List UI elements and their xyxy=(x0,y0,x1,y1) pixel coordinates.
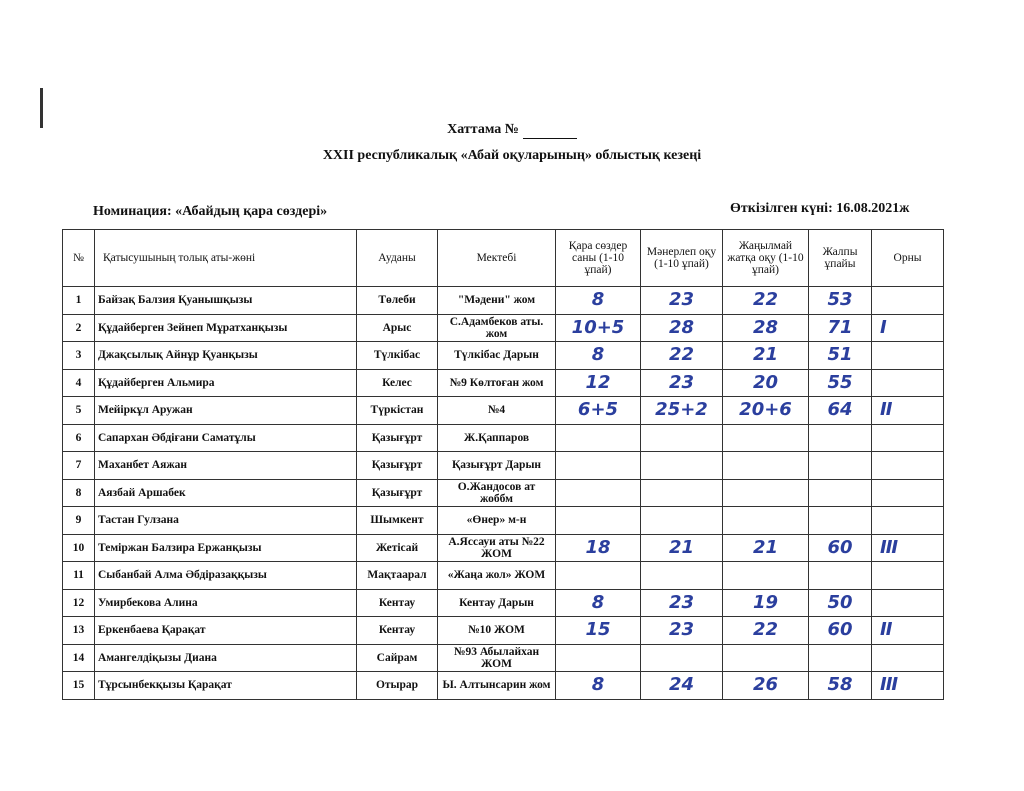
district: Келес xyxy=(357,369,438,397)
school: Түлкібас Дарын xyxy=(438,342,556,370)
row-num: 7 xyxy=(63,452,95,480)
school: №4 xyxy=(438,397,556,425)
score-count xyxy=(556,507,641,535)
school: Ж.Қаппаров xyxy=(438,424,556,452)
header-name: Қатысушының толық аты-жөні xyxy=(95,230,357,287)
row-num: 3 xyxy=(63,342,95,370)
header-count: Қара сөздер саны (1-10 ұпай) xyxy=(556,230,641,287)
participant-name: Тұрсынбекқызы Қарақат xyxy=(95,672,357,700)
score-total: 64 xyxy=(809,397,872,425)
row-num: 11 xyxy=(63,562,95,590)
score-total xyxy=(809,507,872,535)
score-total: 53 xyxy=(809,287,872,315)
table-row xyxy=(63,672,944,700)
score-memorized: 20+6 xyxy=(723,397,809,425)
score-count: 15 xyxy=(556,617,641,645)
score-total: 60 xyxy=(809,617,872,645)
header-num: № xyxy=(63,230,95,287)
participant-name: Джақсылық Айнұр Қуанқызы xyxy=(95,342,357,370)
score-count: 8 xyxy=(556,589,641,617)
participant-name: Мейіркұл Аружан xyxy=(95,397,357,425)
score-count xyxy=(556,424,641,452)
protocol-number-blank xyxy=(523,122,577,139)
header-expressive: Мәнерлеп оқу (1-10 ұпай) xyxy=(641,230,723,287)
score-memorized: 22 xyxy=(723,617,809,645)
district: Отырар xyxy=(357,672,438,700)
place: III xyxy=(872,534,944,562)
participant-name: Еркенбаева Қарақат xyxy=(95,617,357,645)
table-row xyxy=(63,589,944,617)
district: Кентау xyxy=(357,589,438,617)
district: Қазығұрт xyxy=(357,424,438,452)
participant-name: Теміржан Балзира Ержанқызы xyxy=(95,534,357,562)
header-total: Жалпы ұпайы xyxy=(809,230,872,287)
score-total xyxy=(809,644,872,672)
score-count: 6+5 xyxy=(556,397,641,425)
row-num: 4 xyxy=(63,369,95,397)
participant-name: Құдайберген Альмира xyxy=(95,369,357,397)
participant-name: Сапархан Әбдіғани Саматұлы xyxy=(95,424,357,452)
school: С.Адамбеков аты. жом xyxy=(438,314,556,342)
place xyxy=(872,589,944,617)
district: Қазығұрт xyxy=(357,452,438,480)
score-count: 8 xyxy=(556,342,641,370)
score-count: 12 xyxy=(556,369,641,397)
score-expressive: 21 xyxy=(641,534,723,562)
score-memorized: 20 xyxy=(723,369,809,397)
school: Қазығұрт Дарын xyxy=(438,452,556,480)
school: А.Яссауи аты №22 ЖОМ xyxy=(438,534,556,562)
score-memorized xyxy=(723,479,809,507)
school: №9 Көлтоған жом xyxy=(438,369,556,397)
district: Сайрам xyxy=(357,644,438,672)
district: Түркістан xyxy=(357,397,438,425)
score-expressive: 22 xyxy=(641,342,723,370)
score-total xyxy=(809,562,872,590)
table-row xyxy=(63,287,944,315)
participant-name: Умирбекова Алина xyxy=(95,589,357,617)
place xyxy=(872,507,944,535)
table-body xyxy=(63,287,944,700)
score-expressive xyxy=(641,452,723,480)
school: Ы. Алтынсарин жом xyxy=(438,672,556,700)
nomination-label: Номинация: «Абайдың қара сөздері» xyxy=(93,204,328,219)
score-total xyxy=(809,424,872,452)
score-expressive xyxy=(641,507,723,535)
table-row xyxy=(63,369,944,397)
score-memorized: 28 xyxy=(723,314,809,342)
school: «Жаңа жол» ЖОМ xyxy=(438,562,556,590)
score-total: 71 xyxy=(809,314,872,342)
district: Төлеби xyxy=(357,287,438,315)
place xyxy=(872,342,944,370)
district: Қазығұрт xyxy=(357,479,438,507)
score-expressive xyxy=(641,479,723,507)
score-total: 60 xyxy=(809,534,872,562)
score-expressive: 23 xyxy=(641,617,723,645)
table-row xyxy=(63,342,944,370)
protocol-title: Хаттама № xyxy=(0,122,1024,139)
score-expressive xyxy=(641,644,723,672)
participant-name: Аязбай Аршабек xyxy=(95,479,357,507)
table-row xyxy=(63,314,944,342)
score-expressive: 24 xyxy=(641,672,723,700)
place xyxy=(872,479,944,507)
score-expressive: 25+2 xyxy=(641,397,723,425)
results-table xyxy=(62,229,944,700)
score-expressive: 23 xyxy=(641,287,723,315)
place: I xyxy=(872,314,944,342)
score-expressive xyxy=(641,424,723,452)
table-row xyxy=(63,644,944,672)
row-num: 5 xyxy=(63,397,95,425)
participant-name: Тастан Гулзана xyxy=(95,507,357,535)
score-total xyxy=(809,452,872,480)
participant-name: Байзақ Балзия Қуанышқызы xyxy=(95,287,357,315)
score-total: 58 xyxy=(809,672,872,700)
score-count: 18 xyxy=(556,534,641,562)
score-memorized: 21 xyxy=(723,342,809,370)
district: Түлкібас xyxy=(357,342,438,370)
place xyxy=(872,424,944,452)
header-memorized: Жаңылмай жатқа оқу (1-10 ұпай) xyxy=(723,230,809,287)
score-total: 55 xyxy=(809,369,872,397)
place: II xyxy=(872,617,944,645)
score-total: 50 xyxy=(809,589,872,617)
row-num: 9 xyxy=(63,507,95,535)
row-num: 12 xyxy=(63,589,95,617)
score-memorized: 22 xyxy=(723,287,809,315)
district: Шымкент xyxy=(357,507,438,535)
score-total xyxy=(809,479,872,507)
table-row xyxy=(63,479,944,507)
header-school: Мектебі xyxy=(438,230,556,287)
score-memorized xyxy=(723,424,809,452)
score-memorized: 21 xyxy=(723,534,809,562)
place: III xyxy=(872,672,944,700)
score-count xyxy=(556,452,641,480)
row-num: 14 xyxy=(63,644,95,672)
score-expressive: 23 xyxy=(641,369,723,397)
district: Жетісай xyxy=(357,534,438,562)
district: Мақтаарал xyxy=(357,562,438,590)
school: Кентау Дарын xyxy=(438,589,556,617)
score-count xyxy=(556,562,641,590)
score-total: 51 xyxy=(809,342,872,370)
place xyxy=(872,287,944,315)
school: "Мәдени" жом xyxy=(438,287,556,315)
school: «Өнер» м-н xyxy=(438,507,556,535)
score-count xyxy=(556,479,641,507)
place xyxy=(872,369,944,397)
score-memorized xyxy=(723,562,809,590)
table-row xyxy=(63,424,944,452)
table-header-row xyxy=(63,230,944,287)
participant-name: Маханбет Аяжан xyxy=(95,452,357,480)
row-num: 6 xyxy=(63,424,95,452)
protocol-subtitle: XXII республикалық «Абай оқуларының» облыстық кезеңі xyxy=(322,148,702,163)
place: II xyxy=(872,397,944,425)
score-count: 10+5 xyxy=(556,314,641,342)
score-count xyxy=(556,644,641,672)
row-num: 1 xyxy=(63,287,95,315)
row-num: 10 xyxy=(63,534,95,562)
score-count: 8 xyxy=(556,672,641,700)
table-row xyxy=(63,617,944,645)
score-memorized xyxy=(723,644,809,672)
row-num: 15 xyxy=(63,672,95,700)
place xyxy=(872,562,944,590)
row-num: 8 xyxy=(63,479,95,507)
score-memorized xyxy=(723,452,809,480)
score-memorized: 26 xyxy=(723,672,809,700)
row-num: 2 xyxy=(63,314,95,342)
table-row xyxy=(63,507,944,535)
table-row xyxy=(63,534,944,562)
district: Арыс xyxy=(357,314,438,342)
score-expressive: 28 xyxy=(641,314,723,342)
school: №10 ЖОМ xyxy=(438,617,556,645)
date-label: Өткізілген күні: 16.08.2021ж xyxy=(730,201,910,216)
school: №93 Абылайхан ЖОМ xyxy=(438,644,556,672)
row-num: 13 xyxy=(63,617,95,645)
place xyxy=(872,452,944,480)
header-place: Орны xyxy=(872,230,944,287)
participant-name: Сыбанбай Алма Әбдіразаққызы xyxy=(95,562,357,590)
table-row xyxy=(63,452,944,480)
score-count: 8 xyxy=(556,287,641,315)
place xyxy=(872,644,944,672)
score-memorized: 19 xyxy=(723,589,809,617)
score-memorized xyxy=(723,507,809,535)
score-expressive xyxy=(641,562,723,590)
header-district: Ауданы xyxy=(357,230,438,287)
participant-name: Амангелдіқызы Диана xyxy=(95,644,357,672)
district: Кентау xyxy=(357,617,438,645)
table-row xyxy=(63,397,944,425)
participant-name: Құдайберген Зейнеп Мұратханқызы xyxy=(95,314,357,342)
school: О.Жандосов ат жоббм xyxy=(438,479,556,507)
score-expressive: 23 xyxy=(641,589,723,617)
table-row xyxy=(63,562,944,590)
